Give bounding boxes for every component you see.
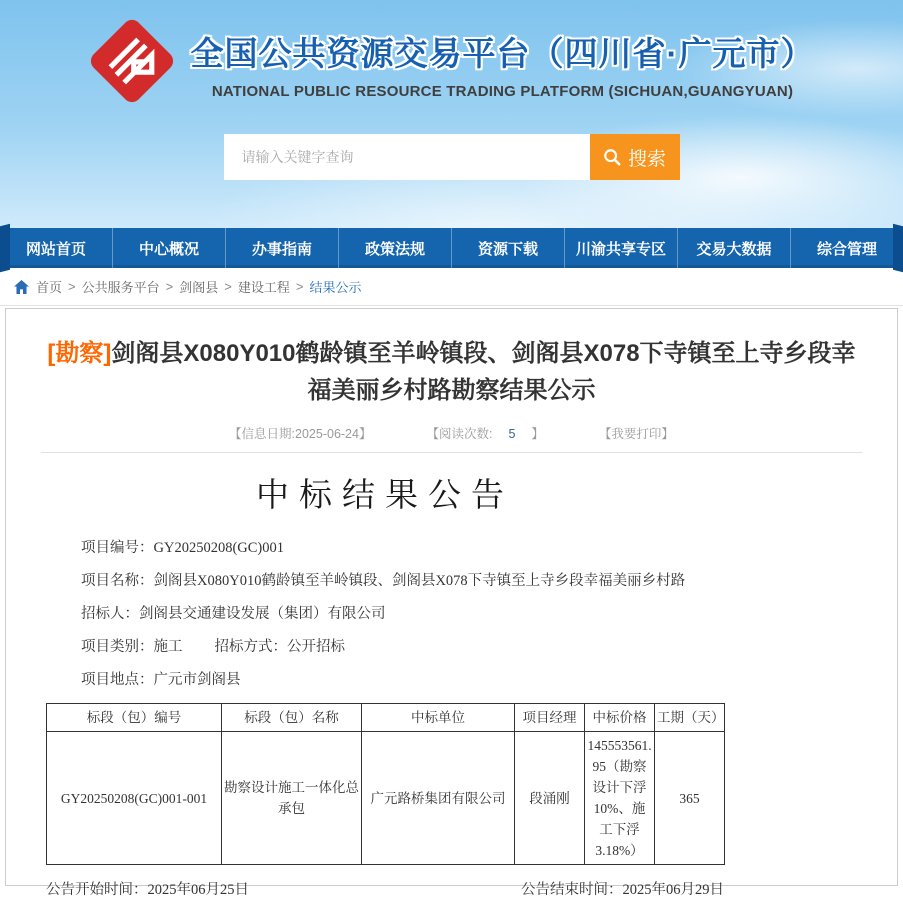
detail-value: 施工 bbox=[153, 639, 183, 655]
detail-tenderer bbox=[81, 604, 724, 624]
nav-item-downloads[interactable]: 资源下载 bbox=[451, 228, 564, 268]
meta-divider bbox=[41, 452, 862, 453]
detail-label: 项目类别： bbox=[81, 639, 154, 655]
breadcrumb-item-public-service[interactable]: 公共服务平台 bbox=[81, 280, 160, 295]
nav-item-policies[interactable]: 政策法规 bbox=[338, 228, 451, 268]
col-header-winning-bidder: 中标单位 bbox=[362, 704, 515, 732]
breadcrumb-separator: > bbox=[224, 279, 232, 294]
breadcrumb-item-jiange-county[interactable]: 剑阁县 bbox=[179, 280, 219, 295]
col-header-duration-days: 工期（天） bbox=[655, 704, 725, 732]
breadcrumb-item-home[interactable]: 首页 bbox=[36, 280, 63, 295]
detail-label: 招标人： bbox=[81, 606, 139, 622]
detail-value: 剑阁县X080Y010鹤龄镇至羊岭镇段、剑阁县X078下寺镇至上寺乡段幸福美丽乡村路 bbox=[153, 573, 686, 589]
detail-project-location bbox=[81, 670, 724, 690]
home-icon bbox=[14, 280, 29, 294]
breadcrumb-separator: > bbox=[68, 279, 76, 294]
nav-item-home[interactable]: 网站首页 bbox=[25, 240, 86, 258]
article-title bbox=[44, 335, 859, 409]
col-header-project-manager: 项目经理 bbox=[515, 704, 585, 732]
meta-read-count-value: 5 bbox=[508, 427, 516, 441]
detail-category-and-method bbox=[81, 637, 724, 657]
nav-item-trade-bigdata[interactable]: 交易大数据 bbox=[677, 228, 790, 268]
search-button[interactable] bbox=[590, 134, 680, 180]
table-row bbox=[47, 732, 725, 865]
site-title-en: NATIONAL PUBLIC RESOURCE TRADING PLATFORM (SICHUAN,GUANGYUAN) bbox=[211, 82, 794, 100]
site-header bbox=[0, 0, 903, 228]
detail-project-number bbox=[81, 538, 724, 558]
table-header-row bbox=[47, 704, 725, 732]
meta-read-count-prefix: 【阅读次数: bbox=[426, 427, 493, 441]
main-nav bbox=[0, 228, 903, 268]
detail-value: 广元市剑阁县 bbox=[153, 672, 241, 688]
notice-end-time: 公告结束时间：2025年06月29日 bbox=[521, 882, 724, 898]
meta-info-date: 【信息日期:2025-06-24】 bbox=[229, 427, 372, 441]
cell-project-manager: 段涌刚 bbox=[515, 732, 585, 865]
col-header-section-number: 标段（包）编号 bbox=[47, 704, 222, 732]
detail-value: 公开招标 bbox=[287, 639, 345, 655]
detail-value: 剑阁县交通建设发展（集团）有限公司 bbox=[139, 606, 386, 622]
content-card bbox=[5, 308, 898, 898]
col-header-section-name: 标段（包）名称 bbox=[222, 704, 362, 732]
cell-section-number: GY20250208(GC)001-001 bbox=[47, 732, 222, 865]
article-tag: [勘察] bbox=[47, 340, 112, 367]
cell-winning-bidder: 广元路桥集团有限公司 bbox=[362, 732, 515, 865]
breadcrumb-separator: > bbox=[165, 279, 174, 294]
article-meta bbox=[6, 424, 897, 442]
breadcrumb-item-construction[interactable]: 建设工程 bbox=[237, 280, 290, 295]
meta-read-count bbox=[426, 424, 543, 442]
nav-item-chuanyu-zone[interactable]: 川渝共享专区 bbox=[564, 228, 677, 268]
search-bar bbox=[0, 134, 903, 180]
cell-duration-days: 365 bbox=[655, 732, 725, 865]
search-icon bbox=[603, 148, 621, 166]
notice-dates bbox=[46, 878, 724, 899]
detail-label: 项目编号： bbox=[81, 540, 154, 556]
detail-project-name bbox=[81, 571, 724, 591]
detail-label: 项目地点： bbox=[81, 672, 154, 688]
meta-read-count-suffix: 】 bbox=[531, 427, 544, 441]
nav-item-service-guide[interactable]: 办事指南 bbox=[225, 228, 338, 268]
notice-start-time: 公告开始时间：2025年06月25日 bbox=[46, 882, 249, 898]
breadcrumb bbox=[0, 268, 903, 306]
bid-result-table bbox=[46, 703, 725, 865]
nav-item-comprehensive-mgmt[interactable]: 综合管理 bbox=[790, 228, 903, 268]
platform-logo-icon bbox=[89, 13, 175, 114]
detail-label: 招标方式： bbox=[214, 639, 287, 655]
detail-label: 项目名称： bbox=[81, 573, 154, 589]
announcement-body bbox=[46, 469, 724, 899]
site-title-cn: 全国公共资源交易平台（四川省·广元市） bbox=[190, 34, 815, 72]
nav-item-center-overview[interactable]: 中心概况 bbox=[112, 228, 225, 268]
breadcrumb-separator: > bbox=[295, 279, 304, 294]
brand-text bbox=[191, 28, 815, 100]
announcement-heading: 中标结果公告 bbox=[256, 478, 514, 514]
detail-value: GY20250208(GC)001 bbox=[153, 540, 284, 556]
breadcrumb-item-result-publicity: 结果公示 bbox=[309, 280, 362, 295]
cell-section-name: 勘察设计施工一体化总承包 bbox=[222, 732, 362, 865]
search-button-label: 搜索 bbox=[627, 148, 666, 170]
col-header-bid-price: 中标价格 bbox=[585, 704, 655, 732]
article-title-text: 剑阁县X080Y010鹤龄镇至羊岭镇段、剑阁县X078下寺镇至上寺乡段幸福美丽乡村路勘察结果公示 bbox=[111, 340, 856, 404]
cell-bid-price: 145553561.95（勘察设计下浮10%、施工下浮3.18%） bbox=[585, 732, 655, 865]
print-button[interactable]: 【我要打印】 bbox=[598, 427, 674, 441]
brand bbox=[0, 0, 903, 114]
search-input[interactable] bbox=[224, 134, 590, 180]
